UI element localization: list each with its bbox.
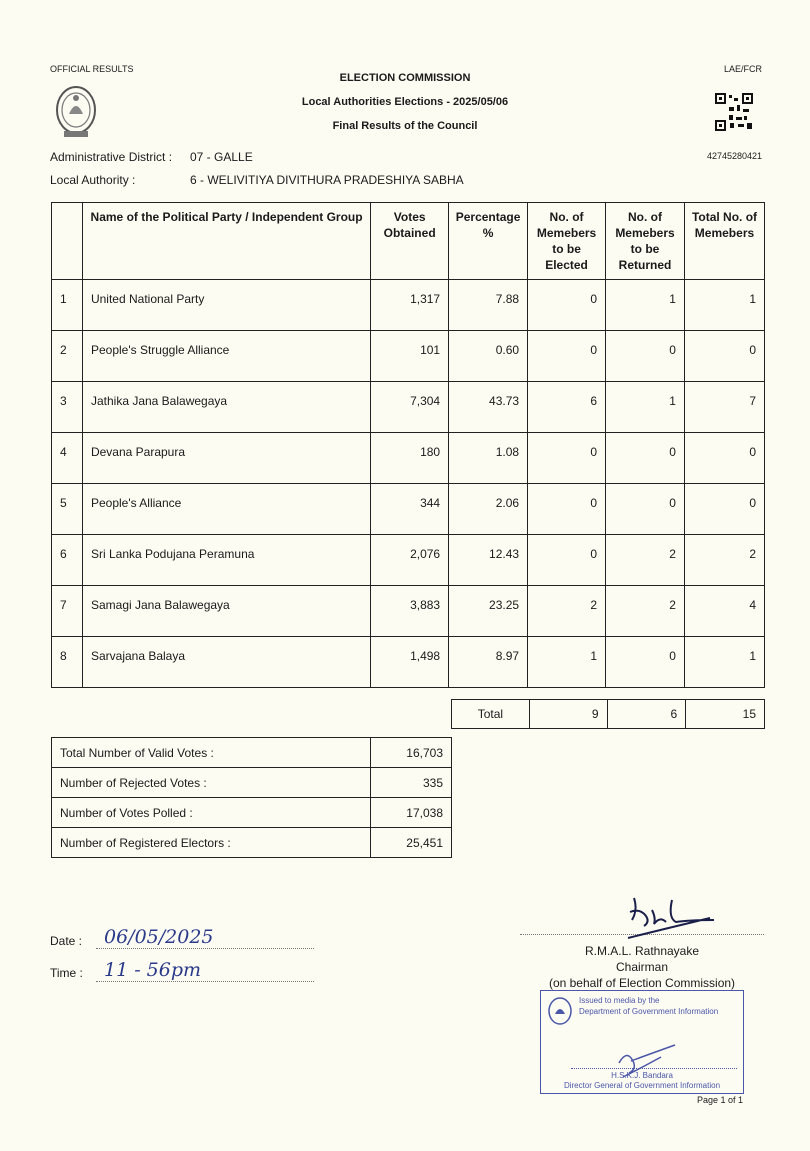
table-row — [52, 280, 765, 331]
signatory-behalf: (on behalf of Election Commission) — [548, 976, 736, 990]
summary-value: 16,703 — [371, 738, 452, 768]
authority-label: Local Authority : — [50, 173, 136, 187]
summary-row — [52, 798, 452, 828]
summary-label: Total Number of Valid Votes : — [52, 738, 371, 768]
votes-obtained: 1,317 — [371, 280, 449, 331]
table-row — [52, 535, 765, 586]
table-row — [52, 331, 765, 382]
total-members: 2 — [684, 535, 764, 586]
members-elected: 0 — [528, 331, 606, 382]
members-returned: 2 — [606, 586, 685, 637]
totals-table — [451, 699, 765, 729]
party-name: People's Alliance — [82, 484, 370, 535]
qr-code-icon — [715, 93, 753, 136]
totals-returned: 6 — [607, 700, 686, 729]
signatory-block — [520, 943, 764, 991]
date-handwritten: 06/05/2025 — [104, 926, 214, 948]
summary-row — [52, 768, 452, 798]
summary-label: Number of Votes Polled : — [52, 798, 371, 828]
votes-obtained: 101 — [371, 331, 449, 382]
commission-title: ELECTION COMMISSION — [339, 72, 471, 84]
votes-obtained: 344 — [371, 484, 449, 535]
votes-obtained: 7,304 — [371, 382, 449, 433]
percentage: 7.88 — [449, 280, 528, 331]
stamp-emblem-icon — [547, 996, 573, 1031]
stamp-line1: Issued to media by the — [579, 996, 660, 1005]
summary-table — [51, 737, 452, 858]
totals-total: 15 — [686, 700, 765, 729]
stamp-title: Director General of Government Information — [563, 1081, 721, 1090]
official-results-label: OFFICIAL RESULTS — [50, 64, 134, 74]
party-name: United National Party — [82, 280, 370, 331]
stamp-text — [579, 995, 718, 1017]
stamp-line — [571, 1068, 737, 1069]
members-elected: 1 — [528, 637, 606, 688]
table-row — [52, 433, 765, 484]
total-members: 0 — [684, 484, 764, 535]
members-returned: 2 — [606, 535, 685, 586]
report-title: Final Results of the Council — [332, 120, 478, 132]
date-line — [96, 926, 314, 949]
time-line — [96, 959, 314, 982]
row-index: 8 — [52, 637, 83, 688]
signature-icon — [620, 890, 720, 947]
totals-label: Total — [452, 700, 530, 729]
header-total-members: Total No. of Memebers — [684, 203, 764, 280]
members-returned: 0 — [606, 484, 685, 535]
authority-value: 6 - WELIVITIYA DIVITHURA PRADESHIYA SABHA — [190, 173, 464, 187]
members-elected: 2 — [528, 586, 606, 637]
members-elected: 0 — [528, 433, 606, 484]
table-row — [52, 484, 765, 535]
total-members: 1 — [684, 280, 764, 331]
header-percentage: Percentage % — [449, 203, 528, 280]
totals-row — [452, 700, 765, 729]
totals-elected: 9 — [529, 700, 607, 729]
row-index: 1 — [52, 280, 83, 331]
votes-obtained: 1,498 — [371, 637, 449, 688]
members-returned: 1 — [606, 382, 685, 433]
table-header-row — [52, 203, 765, 280]
header-returned: No. of Memebers to be Returned — [606, 203, 685, 280]
members-returned: 0 — [606, 433, 685, 484]
table-row — [52, 586, 765, 637]
stamp-line2: Department of Government Information — [579, 1007, 719, 1016]
members-elected: 0 — [528, 535, 606, 586]
time-handwritten: 11 - 56pm — [104, 959, 202, 981]
total-members: 1 — [684, 637, 764, 688]
members-returned: 1 — [606, 280, 685, 331]
votes-obtained: 180 — [371, 433, 449, 484]
stamp-signatory — [541, 1071, 743, 1091]
percentage: 1.08 — [449, 433, 528, 484]
votes-obtained: 2,076 — [371, 535, 449, 586]
district-value: 07 - GALLE — [190, 150, 253, 164]
page-number: Page 1 of 1 — [697, 1095, 744, 1105]
header-index — [52, 203, 83, 280]
document-number: 42745280421 — [706, 151, 762, 161]
row-index: 4 — [52, 433, 83, 484]
total-members: 0 — [684, 433, 764, 484]
percentage: 2.06 — [449, 484, 528, 535]
total-members: 0 — [684, 331, 764, 382]
votes-obtained: 3,883 — [371, 586, 449, 637]
total-members: 7 — [684, 382, 764, 433]
summary-row — [52, 738, 452, 768]
members-elected: 0 — [528, 280, 606, 331]
party-name: Sarvajana Balaya — [82, 637, 370, 688]
row-index: 6 — [52, 535, 83, 586]
summary-value: 335 — [371, 768, 452, 798]
percentage: 12.43 — [449, 535, 528, 586]
party-name: People's Struggle Alliance — [82, 331, 370, 382]
row-index: 2 — [52, 331, 83, 382]
header-party: Name of the Political Party / Independent Group — [82, 203, 370, 280]
percentage: 8.97 — [449, 637, 528, 688]
members-returned: 0 — [606, 331, 685, 382]
district-label: Administrative District : — [50, 150, 173, 164]
percentage: 0.60 — [449, 331, 528, 382]
members-elected: 0 — [528, 484, 606, 535]
party-name: Jathika Jana Balawegaya — [82, 382, 370, 433]
form-code: LAE/FCR — [723, 64, 762, 74]
header-elected: No. of Memebers to be Elected — [528, 203, 606, 280]
party-name: Devana Parapura — [82, 433, 370, 484]
summary-label: Number of Rejected Votes : — [52, 768, 371, 798]
date-label: Date : — [50, 934, 83, 948]
summary-value: 17,038 — [371, 798, 452, 828]
time-label: Time : — [50, 966, 83, 980]
summary-row — [52, 828, 452, 858]
results-table — [51, 202, 765, 688]
signatory-name: R.M.A.L. Rathnayake — [584, 944, 700, 958]
table-row — [52, 637, 765, 688]
members-returned: 0 — [606, 637, 685, 688]
members-elected: 6 — [528, 382, 606, 433]
summary-value: 25,451 — [371, 828, 452, 858]
stamp-name: H.S.K.J. Bandara — [611, 1071, 673, 1080]
total-members: 4 — [684, 586, 764, 637]
table-row — [52, 382, 765, 433]
header-votes: Votes Obtained — [371, 203, 449, 280]
media-stamp — [540, 990, 744, 1094]
row-index: 5 — [52, 484, 83, 535]
party-name: Samagi Jana Balawegaya — [82, 586, 370, 637]
signatory-title: Chairman — [615, 960, 669, 974]
national-emblem-icon — [54, 84, 98, 145]
election-title: Local Authorities Elections - 2025/05/06 — [301, 96, 509, 108]
row-index: 3 — [52, 382, 83, 433]
row-index: 7 — [52, 586, 83, 637]
party-name: Sri Lanka Podujana Peramuna — [82, 535, 370, 586]
percentage: 43.73 — [449, 382, 528, 433]
summary-label: Number of Registered Electors : — [52, 828, 371, 858]
percentage: 23.25 — [449, 586, 528, 637]
